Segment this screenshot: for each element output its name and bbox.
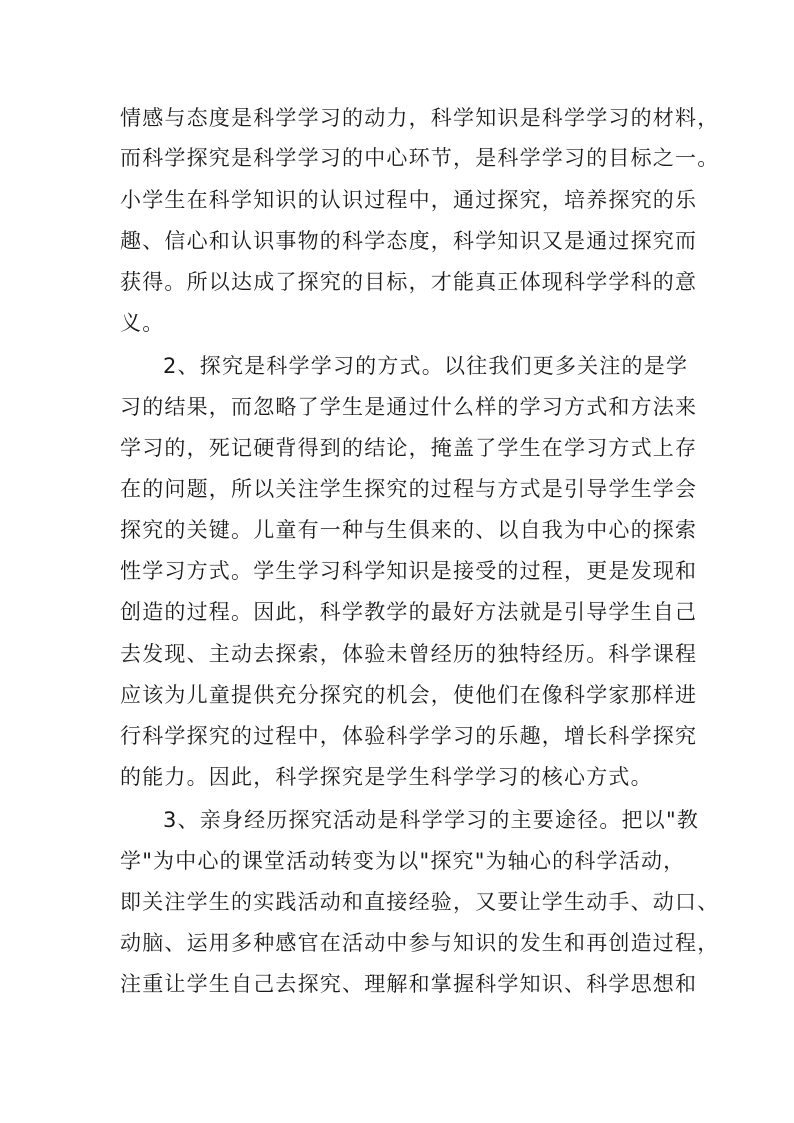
text-line: 习的结果，而忽略了学生是通过什么样的学习方式和方法来 bbox=[120, 395, 698, 419]
text-line: 动脑、运用多种感官在活动中参与知识的发生和再创造过程， bbox=[120, 931, 720, 955]
text-line: 行科学探究的过程中，体验科学学习的乐趣，增长科学探究 bbox=[120, 724, 698, 748]
text-line: 小学生在科学知识的认识过程中，通过探究，培养探究的乐 bbox=[120, 188, 698, 212]
text-line: 去发现、主动去探索，体验未曾经历的独特经历。科学课程 bbox=[120, 642, 698, 666]
text-line: 义。 bbox=[120, 311, 165, 335]
text-line: 学习的，死记硬背得到的结论，掩盖了学生在学习方式上存 bbox=[120, 436, 698, 460]
text-line: 而科学探究是科学学习的中心环节，是科学学习的目标之一。 bbox=[120, 146, 720, 170]
text-line: 注重让学生自己去探究、理解和掌握科学知识、科学思想和 bbox=[120, 972, 698, 996]
text-line: 即关注学生的实践活动和直接经验，又要让学生动手、动口、 bbox=[120, 890, 720, 914]
text-line: 探究的关键。儿童有一种与生俱来的、以自我为中心的探索 bbox=[120, 518, 698, 542]
text-line: 获得。所以达成了探究的目标，才能真正体现科学学科的意 bbox=[120, 270, 698, 294]
text-line: 的能力。因此，科学探究是学生科学学习的核心方式。 bbox=[120, 765, 653, 789]
text-line: 创造的过程。因此，科学教学的最好方法就是引导学生自己 bbox=[120, 600, 698, 624]
text-line: 学"为中心的课堂活动转变为以"探究"为轴心的科学活动， bbox=[120, 849, 686, 873]
text-line: 3、亲身经历探究活动是科学学习的主要途径。把以"教 bbox=[163, 808, 700, 832]
text-line: 在的问题，所以关注学生探究的过程与方式是引导学生学会 bbox=[120, 477, 698, 501]
text-line: 性学习方式。学生学习科学知识是接受的过程，更是发现和 bbox=[120, 559, 698, 583]
text-line: 应该为儿童提供充分探究的机会，使他们在像科学家那样进 bbox=[120, 683, 698, 707]
text-line: 2、探究是科学学习的方式。以往我们更多关注的是学 bbox=[163, 354, 689, 378]
text-line: 情感与态度是科学学习的动力，科学知识是科学学习的材料， bbox=[120, 106, 720, 130]
text-line: 趣、信心和认识事物的科学态度，科学知识又是通过探究而 bbox=[120, 229, 698, 253]
